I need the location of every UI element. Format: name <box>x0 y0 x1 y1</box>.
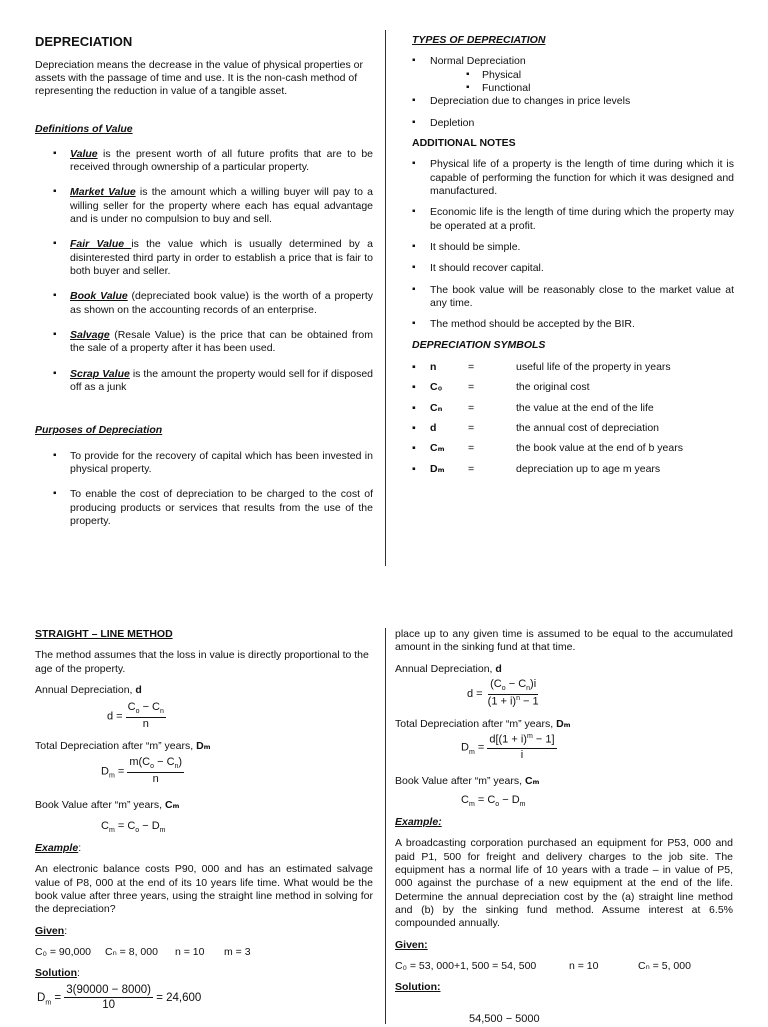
notes-list <box>412 158 734 331</box>
definition-item: ▪ Value is the present worth of all future profits that are to be received through ownership of a particular property. <box>35 148 373 175</box>
type-item: ▪ Depreciation due to changes in price levels <box>412 95 734 108</box>
subtype-item: ▪ Physical <box>482 69 734 82</box>
definition-item: ▪ Fair Value is the value which is usually determined by a disinterested third party in order to establish a price that is fair to both buyer and seller. <box>35 238 373 278</box>
note-item: ▪ The method should be accepted by the BIR. <box>412 318 734 331</box>
definition-item: ▪ Scrap Value is the amount the property would sell for if disposed off as a junk <box>35 368 373 395</box>
straight-line-intro: The method assumes that the loss in value is directly proportional to the age of the property. <box>35 649 369 675</box>
type-item: ▪ Depletion <box>412 117 734 130</box>
normal-subtypes <box>430 69 734 96</box>
column-divider-top <box>385 30 386 566</box>
symbol-row: ▪ d = the annual cost of depreciation <box>412 422 734 435</box>
solution-partial: 54,500 − 5000 <box>469 1012 540 1025</box>
subtype-item: ▪ Functional <box>482 82 734 95</box>
type-item: ▪ Normal Depreciation ▪ Physical ▪ Functional <box>412 55 734 95</box>
note-item: ▪ Economic life is the length of time during which the property may be operated at a profit. <box>412 206 734 233</box>
note-item: ▪ The book value will be reasonably close to the market value at any time. <box>412 284 734 311</box>
symbol-row: ▪ Cₙ = the value at the end of the life <box>412 402 734 415</box>
purpose-item: ▪ To enable the cost of depreciation to be charged to the cost of producing products or services that results from the use of the property. <box>35 488 373 528</box>
types-heading: TYPES OF DEPRECIATION <box>412 34 546 46</box>
straight-line-heading: STRAIGHT – LINE METHOD <box>35 628 173 640</box>
definition-item: ▪ Market Value is the amount which a willing buyer will pay to a willing seller for the property where each has equal advantage and is under no compulsion to buy and sell. <box>35 186 373 226</box>
top-left-column <box>35 34 373 528</box>
example-text: An electronic balance costs P90, 000 and has an estimated salvage value of P8, 000 at the end of its 10 years life time. What would be the book value after three years, using the straight line method in solving for the depreciation? <box>35 863 373 916</box>
intro-paragraph: Depreciation means the decrease in the value of physical properties or assets with the passage of time and use. It is the non-cash method of representing the reduction in value of a tangible asset. <box>35 58 364 98</box>
bottom-right-column <box>395 628 733 1027</box>
note-item: ▪ It should recover capital. <box>412 262 734 275</box>
sinking-book-formula: $C_m = C_o - D_m$ <box>461 793 526 809</box>
symbols-heading: DEPRECIATION SYMBOLS <box>412 338 546 351</box>
purposes-list <box>35 450 373 529</box>
top-right-column <box>412 34 734 483</box>
definitions-heading: Definitions of Value <box>35 123 133 136</box>
purpose-item: ▪ To provide for the recovery of capital which has been invested in physical property. <box>35 450 373 477</box>
symbol-row: ▪ Dₘ = depreciation up to age m years <box>412 463 734 476</box>
page-title: DEPRECIATION <box>35 34 133 49</box>
definition-item: ▪ Book Value (depreciated book value) is the worth of a property as shown on the accounting records of an enterprise. <box>35 290 373 317</box>
solution-label: Solution: <box>35 967 80 980</box>
book-value-formula: $C_m = C_o - D_m$ <box>101 820 166 835</box>
notes-heading: ADDITIONAL NOTES <box>412 136 516 149</box>
given-label: Given: <box>35 924 68 937</box>
note-item: ▪ Physical life of a property is the length of time during which it is capable of performing the function for which it was designed and manufactured. <box>412 158 734 198</box>
annual-depreciation-label: Annual Depreciation, d <box>35 683 142 696</box>
solution-formula: $D_m$ = $\frac{3(90000 - 8000)}{10}$ = 24,600 <box>37 983 202 1012</box>
sinking-annual-formula: d = $\frac{(C_o - C_n)i}{(1 + i)^n - 1}$ <box>467 677 539 708</box>
sinking-total-formula: $D_m$ = $\frac{d[(1 + i)^m - 1]}{i}$ <box>461 733 555 761</box>
example-text: A broadcasting corporation purchased an equipment for P53, 000 and paid P1, 500 for freight and delivery charges to the job site. The equipment has a normal life of 10 years with a trade – in value of P5, 000 against the purchase of a new equipment at the end of the life. Determine the annual depreciation cost by the (a) straight line method and (b) by the sinking fund method. Assume interest at 6.5% compounded annually. <box>395 837 733 930</box>
purposes-heading: Purposes of Depreciation <box>35 424 163 437</box>
book-value-label: Book Value after “m” years, Cₘ <box>395 774 540 787</box>
solution-label: Solution: <box>395 981 441 994</box>
definition-item: ▪ Salvage (Resale Value) is the price that can be obtained from the sale of a property after it has been used. <box>35 329 373 356</box>
symbols-table <box>412 361 734 476</box>
symbol-row: ▪ C₀ = the original cost <box>412 381 734 394</box>
book-value-label: Book Value after “m” years, Cₘ <box>35 798 180 811</box>
types-list <box>412 55 734 130</box>
given-values: C₀ = 90,000 Cₙ = 8, 000 n = 10 m = 3 <box>35 946 251 959</box>
total-depreciation-formula: $D_m$ = $\frac{m(C_o - C_n)}{n}$ <box>101 755 183 785</box>
annual-depreciation-label: Annual Depreciation, d <box>395 662 502 675</box>
note-item: ▪ It should be simple. <box>412 241 734 254</box>
given-label: Given: <box>395 938 428 951</box>
example-label: Example: <box>395 815 442 828</box>
example-label: Example: <box>35 842 82 855</box>
column-divider-bottom <box>385 628 386 1024</box>
sinking-fund-continuation: place up to any given time is assumed to be equal to the accumulated amount in the sinking fund at that time. <box>395 628 733 654</box>
symbol-row: ▪ n = useful life of the property in years <box>412 361 734 374</box>
given-values: C₀ = 53, 000+1, 500 = 54, 500 n = 10 Cₙ = 5, 000 <box>395 959 691 972</box>
annual-depreciation-formula: d = $\frac{C_o - C_n}{n}$ <box>107 701 164 731</box>
definitions-list <box>35 148 373 395</box>
bottom-left-column <box>35 628 373 1013</box>
total-depreciation-label: Total Depreciation after “m” years, Dₘ <box>395 717 571 730</box>
total-depreciation-label: Total Depreciation after “m” years, Dₘ <box>35 740 211 753</box>
symbol-row: ▪ Cₘ = the book value at the end of b years <box>412 442 734 455</box>
